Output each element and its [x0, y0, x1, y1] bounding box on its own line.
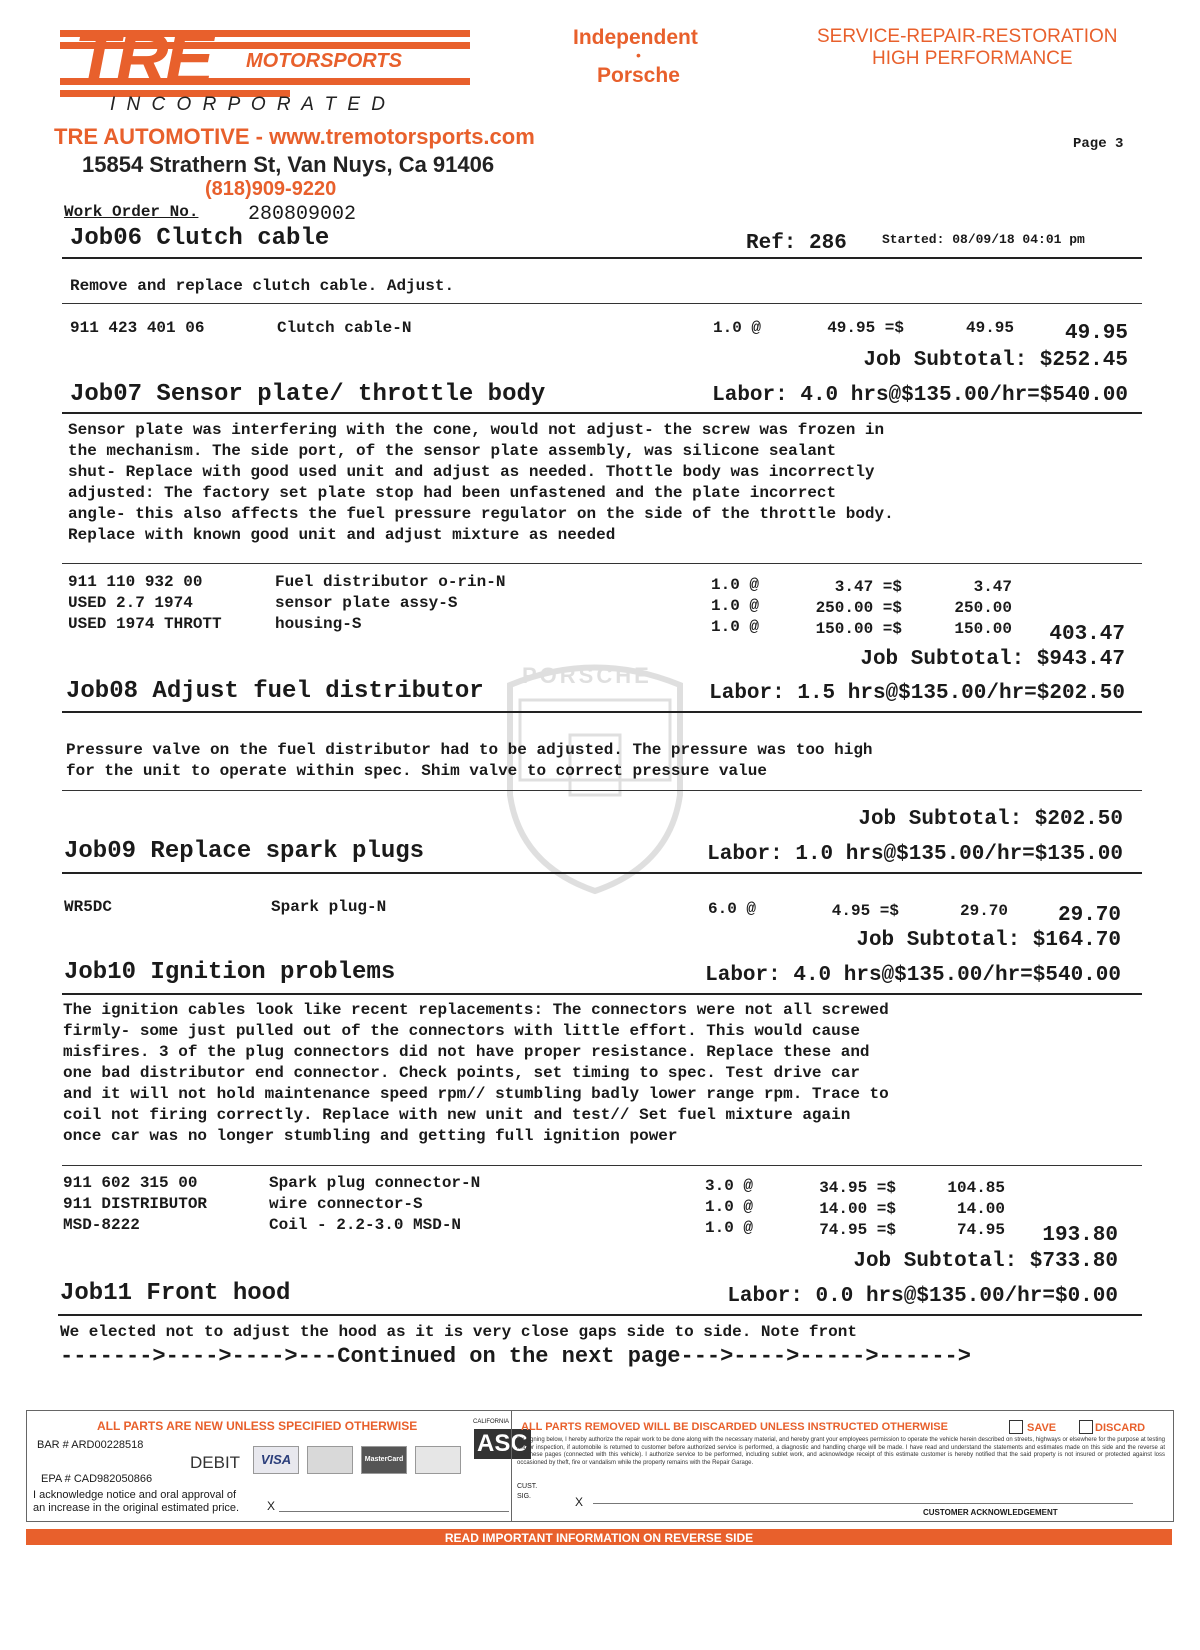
- description-line: coil not firing correctly. Replace with new unit and test// Set fuel mixture again: [63, 1106, 851, 1124]
- part-desc: Coil - 2.2-3.0 MSD-N: [269, 1216, 462, 1234]
- part-price: 150.00 =$: [815, 620, 902, 638]
- parts-total: 49.95: [1064, 322, 1128, 345]
- part-number: MSD-8222: [63, 1216, 140, 1234]
- parts-total: 403.47: [1049, 623, 1125, 646]
- footer-form: [26, 1410, 1174, 1522]
- job-title-rule: [62, 412, 1142, 414]
- part-desc: Fuel distributor o-rin-N: [275, 573, 506, 591]
- started-timestamp: Started: 08/09/18 04:01 pm: [882, 232, 1085, 247]
- job-title-rule: [58, 1314, 1142, 1316]
- job-title: Job08 Adjust fuel distributor: [66, 678, 484, 705]
- description-line: one bad distributor end connector. Check points, set timing to spec. Test drive car: [63, 1064, 860, 1082]
- part-price: 14.00 =$: [819, 1200, 896, 1218]
- job-description: [70, 276, 454, 297]
- description-line: The ignition cables look like recent replacements: The connectors were not all screwed: [63, 1001, 889, 1019]
- part-qty: 6.0 @: [708, 900, 757, 918]
- job-description-rule: [62, 563, 1142, 564]
- approval-signature-line: [279, 1511, 509, 1512]
- work-order-label: Work Order No.: [64, 203, 199, 221]
- read-reverse-banner: [26, 1529, 1172, 1545]
- part-number: WR5DC: [64, 898, 113, 916]
- california-label: CALIFORNIA: [473, 1419, 510, 1425]
- part-number: 911 110 932 00: [68, 573, 203, 591]
- part-ext: 29.70: [959, 902, 1008, 920]
- part-desc: wire connector-S: [269, 1195, 423, 1213]
- job-description: [60, 1322, 857, 1343]
- job-title-rule: [62, 993, 1142, 995]
- part-ext: 3.47: [973, 578, 1012, 596]
- description-line: for the unit to operate within spec. Shim valve to correct pressure value: [66, 762, 767, 780]
- job-labor: Labor: 0.0 hrs@$135.00/hr=$0.00: [727, 1285, 1118, 1308]
- approval-x: X: [267, 1499, 276, 1513]
- part-number: USED 1974 THROTT: [68, 615, 222, 633]
- job-labor: Labor: 4.0 hrs@$135.00/hr=$540.00: [705, 964, 1121, 987]
- description-line: Replace with known good unit and adjust mixture as needed: [68, 526, 616, 544]
- job-ref: Ref: 286: [746, 232, 847, 255]
- job-labor: Labor: 4.0 hrs@$135.00/hr=$540.00: [712, 384, 1128, 407]
- customer-signature-line[interactable]: [593, 1503, 1133, 1504]
- logo-letters: TRE: [74, 17, 210, 100]
- job-title: Job09 Replace spark plugs: [64, 838, 425, 865]
- visa-label: VISA: [260, 1452, 292, 1467]
- part-price: 3.47 =$: [834, 578, 902, 596]
- job-subtotal: Job Subtotal: $202.50: [858, 808, 1123, 831]
- bar-number: BAR # ARD00228518: [37, 1439, 144, 1451]
- services-line-2: HIGH PERFORMANCE: [872, 48, 1073, 69]
- continued-line: ------->---->---->---Continued on the next page--->---->----->------>: [60, 1344, 971, 1369]
- discover-card-icon: [307, 1446, 353, 1474]
- job-description-rule: [62, 790, 1142, 791]
- logo-motorsports: MOTORSPORTS: [242, 50, 406, 73]
- debit-label: DEBIT: [190, 1453, 241, 1472]
- part-qty: 1.0 @: [711, 618, 760, 636]
- work-order-number: 280809002: [248, 203, 357, 226]
- acknowledge-notice: [33, 1489, 239, 1515]
- description-line: Pressure valve on the fuel distributor had to be adjusted. The pressure was too high: [66, 741, 873, 759]
- customer-ack-label: CUSTOMER ACKNOWLEDGEMENT: [923, 1508, 1058, 1517]
- part-price: 74.95 =$: [819, 1221, 896, 1239]
- description-line: Sensor plate was interfering with the cone, would not adjust- the screw was frozen in: [68, 421, 885, 439]
- description-line: once car was no longer stumbling and getting full ignition power: [63, 1127, 678, 1145]
- part-qty: 1.0 @: [713, 319, 762, 337]
- description-line: We elected not to adjust the hood as it is very close gaps side to side. Note front: [60, 1323, 857, 1341]
- save-checkbox[interactable]: [1009, 1420, 1023, 1434]
- part-desc: Spark plug-N: [271, 898, 387, 916]
- description-line: shut- Replace with good used unit and adjust as needed. Thottle body was incorrectly: [68, 463, 875, 481]
- part-desc: Clutch cable-N: [277, 319, 412, 337]
- independent-dot: •: [636, 47, 641, 63]
- part-ext: 150.00: [954, 620, 1012, 638]
- logo-incorporated: I N C O R P O R A T E D: [110, 94, 389, 115]
- cust-label: CUST.: [517, 1483, 538, 1490]
- job-labor: Labor: 1.0 hrs@$135.00/hr=$135.00: [707, 843, 1123, 866]
- parts-removed-notice: ALL PARTS REMOVED WILL BE DISCARDED UNLESS INSTRUCTED OTHERWISE: [521, 1421, 948, 1433]
- part-qty: 1.0 @: [711, 597, 760, 615]
- save-label: SAVE: [1027, 1422, 1057, 1434]
- job-description: [66, 740, 873, 782]
- job-description: [68, 420, 894, 546]
- part-price: 250.00 =$: [815, 599, 902, 617]
- mastercard-icon: [361, 1446, 407, 1474]
- description-line: firmly- some just pulled out of the connectors with little effort. This would cause: [63, 1022, 860, 1040]
- part-qty: 1.0 @: [711, 576, 760, 594]
- parts-total: 193.80: [1042, 1224, 1118, 1247]
- porsche-label: Porsche: [597, 64, 680, 87]
- job-subtotal: Job Subtotal: $733.80: [853, 1250, 1118, 1273]
- asc-logo: ASC: [474, 1429, 531, 1459]
- independent-label: Independent: [573, 26, 698, 49]
- job-title-rule: [62, 257, 1142, 259]
- job-subtotal: Job Subtotal: $252.45: [863, 349, 1128, 372]
- description-line: the mechanism. The side port, of the sensor plate assembly, was silicone sealant: [68, 442, 837, 460]
- job-title: Job10 Ignition problems: [64, 959, 396, 986]
- description-line: and it will not hold maintenance speed rpm// stumbling badly lower range rpm. Trace to: [63, 1085, 889, 1103]
- footer-divider: [511, 1411, 512, 1521]
- job-title: Job11 Front hood: [60, 1280, 291, 1307]
- part-number: USED 2.7 1974: [68, 594, 193, 612]
- part-price: 49.95 =$: [827, 319, 904, 337]
- job-description: [63, 1000, 889, 1147]
- read-reverse-text: READ IMPORTANT INFORMATION ON REVERSE SIDE: [444, 1531, 754, 1545]
- epa-number: EPA # CAD982050866: [41, 1473, 153, 1485]
- visa-card-icon: [253, 1446, 299, 1474]
- description-line: adjusted: The factory set plate stop had been unfastened and the plate incorrect: [68, 484, 837, 502]
- watermark-text: PORSCHE: [522, 663, 652, 688]
- parts-new-notice: ALL PARTS ARE NEW UNLESS SPECIFIED OTHERWISE: [97, 1419, 418, 1433]
- sig-label: SIG.: [517, 1493, 532, 1500]
- job-title: Job06 Clutch cable: [70, 225, 330, 252]
- services-line-1: SERVICE-REPAIR-RESTORATION: [817, 26, 1118, 47]
- job-title-rule: [62, 872, 1142, 874]
- part-number: 911 423 401 06: [70, 319, 205, 337]
- part-ext: 250.00: [954, 599, 1012, 617]
- company-phone: (818)909-9220: [205, 178, 337, 200]
- description-line: Remove and replace clutch cable. Adjust.: [70, 277, 455, 295]
- discard-label: DISCARD: [1095, 1422, 1146, 1434]
- acknowledge-text: I acknowledge notice and oral approval of an increase in the original estimated price.: [33, 1489, 240, 1514]
- parts-total: 29.70: [1057, 904, 1121, 927]
- part-number: 911 DISTRIBUTOR: [63, 1195, 208, 1213]
- part-desc: sensor plate assy-S: [275, 594, 458, 612]
- part-desc: housing-S: [275, 615, 362, 633]
- job-description-rule: [62, 1165, 1142, 1166]
- legal-text: By signing below, I hereby authorize the repair work to be done along with the necessary material, and hereby grant your employees permission to operate the vehicle herein described on streets, highways or elsewhere for the purpose at testing and/or inspection, if automobile is returned to customer before authorized service is performed, a diagnostic and handling charge will be made. I have read and understand the statements and estimates made on this side and the reverse at this/these pages (connected with this vehicle). I authorize service to be performed, including sublet work, and acknowledge receipt of this estimate customer is hereby notified that the said property is not insured or protected against loss occasioned by theft, fire or vandalism while the property remains with the Repair Garage.: [517, 1437, 1165, 1466]
- part-price: 34.95 =$: [819, 1179, 896, 1197]
- job-labor: Labor: 1.5 hrs@$135.00/hr=$202.50: [709, 682, 1125, 705]
- part-qty: 1.0 @: [705, 1219, 754, 1237]
- page-number: Page 3: [1073, 136, 1124, 152]
- part-qty: 3.0 @: [705, 1177, 754, 1195]
- mastercard-label: MasterCard: [364, 1456, 404, 1463]
- part-number: 911 602 315 00: [63, 1174, 198, 1192]
- company-line: TRE AUTOMOTIVE - www.tremotorsports.com: [54, 124, 535, 149]
- part-ext: 49.95: [965, 319, 1014, 337]
- description-line: misfires. 3 of the plug connectors did not have proper resistance. Replace these and: [63, 1043, 870, 1061]
- part-ext: 14.00: [956, 1200, 1005, 1218]
- amex-card-icon: [415, 1446, 461, 1474]
- job-description-rule: [62, 303, 1142, 304]
- sig-x: X: [575, 1495, 584, 1509]
- description-line: angle- this also affects the fuel pressure regulator on the side of the throttle body.: [68, 505, 894, 523]
- part-price: 4.95 =$: [831, 902, 899, 920]
- company-address: 15854 Strathern St, Van Nuys, Ca 91406: [82, 152, 495, 177]
- job-subtotal: Job Subtotal: $943.47: [860, 648, 1125, 671]
- part-ext: 74.95: [956, 1221, 1005, 1239]
- part-qty: 1.0 @: [705, 1198, 754, 1216]
- job-title-rule: [62, 711, 1142, 713]
- discard-checkbox[interactable]: [1079, 1420, 1093, 1434]
- part-ext: 104.85: [947, 1179, 1005, 1197]
- job-title: Job07 Sensor plate/ throttle body: [70, 381, 546, 408]
- part-desc: Spark plug connector-N: [269, 1174, 481, 1192]
- job-subtotal: Job Subtotal: $164.70: [856, 929, 1121, 952]
